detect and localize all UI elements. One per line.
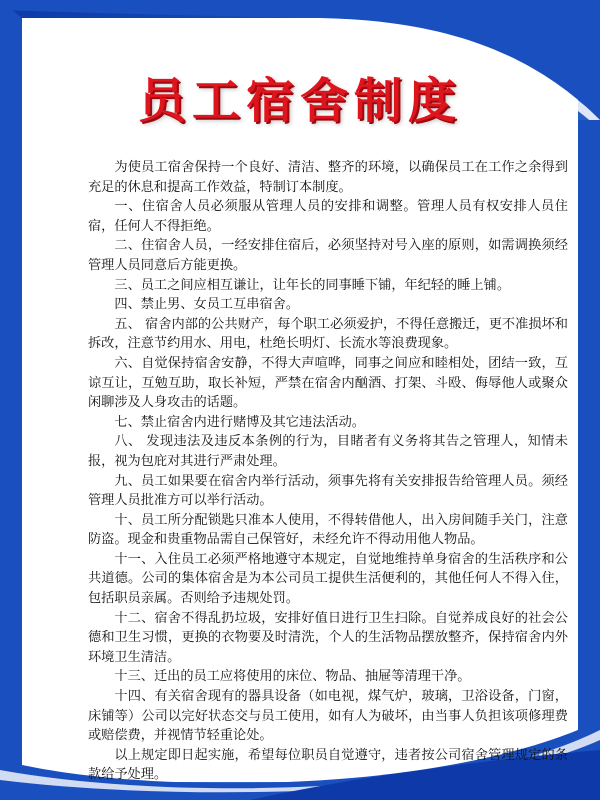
paragraph: 十、员工所分配锁匙只准本人使用，不得转借他人，出入房间随手关门，注意防盗。现金和贵重物品需自己保管好，未经允许不得动用他人物品。 — [88, 512, 568, 548]
paragraph: 三、员工之间应相互谦让，让年长的同事睡下铺，年纪轻的睡上铺。 — [114, 277, 511, 293]
paragraph: 八、 发现违法及违反本条例的行为，目睹者有义务将其告之管理人，知情未报，视为包庇对其进行严肃处理。 — [88, 434, 568, 469]
paragraph: 七、禁止宿舍内进行赌博及其它违法活动。 — [114, 414, 365, 430]
paragraph: 九、员工如果要在宿舍内举行活动，须事先将有关安排报告给管理人员。须经管理人员批准方可以举行活动。 — [88, 473, 568, 509]
rules-body — [88, 158, 568, 785]
paragraph: 为使员工宿舍保持一个良好、清洁、整齐的环境，以确保员工在工作之余得到充足的休息和提高工作效益，特制订本制度。 — [88, 160, 568, 195]
paragraph: 六、自觉保持宿舍安静，不得大声喧哗，同事之间应和睦相处，团结一致，互谅互让，互勉互助，取长补短，严禁在宿舍内酗酒、打架、斗殴、侮辱他人或聚众闲聊涉及人身攻击的话题。 — [88, 355, 568, 411]
paragraph: 五、 宿舍内部的公共财产，每个职工必须爱护，不得任意搬迁，更不准损坏和拆改，注意节约用水、用电，杜绝长明灯、长流水等浪费现象。 — [88, 316, 568, 352]
paragraph: 十一、入住员工必须严格地遵守本规定，自觉地维持单身宿舍的生活秩序和公共道德。公司的集体宿舍是为本公司员工提供生活便利的，其他任何人不得入住，包括职员亲属。否则给予违规处罚。 — [88, 551, 568, 607]
paragraph: 十二、宿舍不得乱扔垃圾，安排好值日进行卫生扫除。自觉养成良好的社会公德和卫生习惯，更换的衣物要及时清洗，个人的生活物品摆放整齐，保持宿舍内外环境卫生清洁。 — [88, 610, 568, 665]
paragraph: 二、住宿舍人员，一经安排住宿后，必须坚持对号入座的原则，如需调换须经管理人员同意后方能更换。 — [88, 238, 568, 273]
page-title: 员工宿舍制度 — [137, 73, 462, 129]
paragraph: 一、住宿舍人员必须服从管理人员的安排和调整。管理人员有权安排人员住宿，任何人不得拒绝。 — [88, 199, 568, 234]
paragraph: 四、禁止男、女员工互串宿舍。 — [114, 297, 300, 313]
paragraph: 十三、迁出的员工应将使用的床位、物品、抽屉等清理干净。 — [114, 669, 471, 685]
paragraph: 十四、有关宿舍现有的器具设备（如电视，煤气炉，玻璃，卫浴设备，门窗，床铺等）公司以完好状态交与员工使用，如有人为破坏，由当事人负担该项修理费或赔偿费，并视情节轻重论处。 — [88, 689, 568, 744]
paragraph: 以上规定即日起实施，希望每位职员自觉遵守，违者按公司宿舍管理规定的条款给予处理。 — [88, 747, 568, 783]
